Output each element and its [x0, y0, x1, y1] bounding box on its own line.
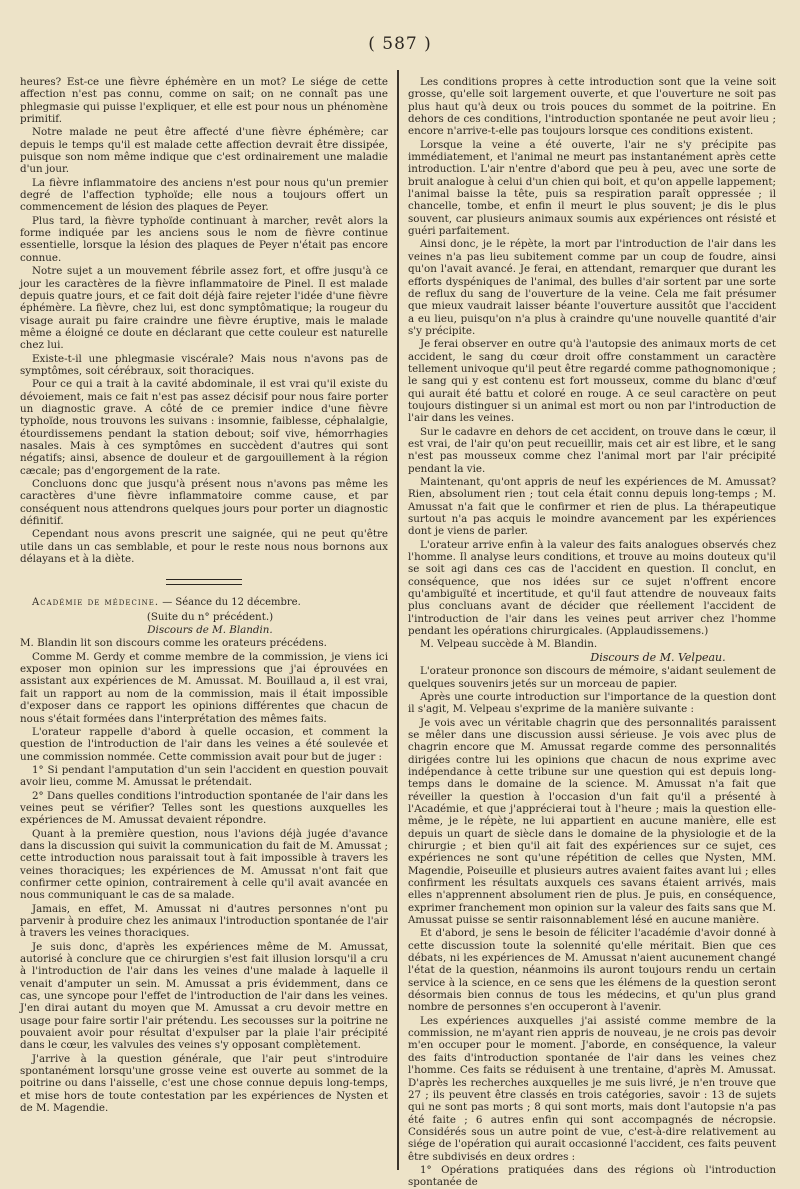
discours-velpeau-title: Discours de M. Velpeau.: [590, 650, 726, 664]
paragraph: M. Blandin lit son discours comme les orateurs précédens.: [20, 637, 327, 650]
paragraph: Ainsi donc, je le répète, la mort par l'introduction de l'air dans les veines n'a pas lieu subitement comme par un coup de foudre, ainsi qu'on l'avait avancé. Je ferai, en attendant, remarquer que durant les efforts dyspéniques de l'animal, des bulles d'air sortent par une sorte de reflux du sang de l'ouverture de la veine. Cela me fait présumer que mieux vaudrait laisser béante l'ouverture aussitôt que l'accident a eu lieu, puisqu'on n'a plus à craindre qu'une nouvelle quantité d'air s'y précipite.: [408, 238, 776, 337]
page-number: ( 587 ): [368, 34, 432, 54]
paragraph: 1° Opérations pratiquées dans des régions où l'introduction spontanée de: [408, 1163, 776, 1189]
left-paragraphs-before: [20, 76, 388, 565]
paragraph: Existe-t-il une phlegmasie viscérale? Mais nous n'avons pas de symptômes, soit cérébraux, soit thoraciques.: [20, 352, 388, 377]
paragraph: Sur le cadavre en dehors de cet accident, on trouve dans le cœur, il est vrai, de l'air qu'on peut recueillir, mais cet air est libre, et le sang n'est pas mousseux comme chez l'animal mort par l'air précipité pendant la vie.: [408, 425, 776, 475]
paragraph: Cependant nous avons prescrit une saignée, qui ne peut qu'être utile dans un cas semblable, et pour le reste nous nous bornons aux délayans et à la diète.: [20, 528, 388, 566]
paragraph: M. Velpeau succède à M. Blandin.: [420, 638, 598, 651]
paragraph: Jamais, en effet, M. Amussat ni d'autres personnes n'ont pu parvenir à produire chez les animaux l'introduction spontanée de l'air à travers les veines thoraciques.: [20, 902, 388, 940]
paragraph: 2° Dans quelles conditions l'introduction spontanée de l'air dans les veines peut se vérifier? Telles sont les questions auxquelles les expériences de M. Amussat devaient répondre.: [20, 789, 388, 827]
paragraph: Concluons donc que jusqu'à présent nous n'avons pas même les caractères d'une fièvre inflammatoire comme cause, et par conséquent nous attendrons quelques jours pour porter un diagnostic définitif.: [20, 478, 388, 528]
left-paragraphs-after: [20, 637, 388, 1114]
paragraph: Je vois avec un véritable chagrin que des personnalités paraissent se mêler dans une discussion aussi sérieuse. Je vois avec plus de chagrin encore que M. Amussat regarde comme des personnalités dirigées contre lui les opinions que chacun de nous exprime avec indépendance à cette tribune sur une question qui est depuis long-temps dans le domaine de la science. M. Amussat n'a fait que réveiller la question à l'occasion d'un fait qu'il a présenté à l'Académie, et que j'apprécierai tout à l'heure ; mais la question elle-même, je le répète, ne lui appartient en aucune manière, elle est depuis un quart de siècle dans le domaine de la physiologie et de la chirurgie ; et bien qu'il ait fait des expériences sur ce sujet, ces expériences ne sont qu'une répétition de celles que Nysten, MM. Magendie, Poiseuille et plusieurs autres avaient faites avant lui ; elles confirment les résultats auxquels ces savans étaient arrivés, mais elles n'apprennent absolument rien de plus. Je puis, en conséquence, exprimer franchement mon opinion sur la valeur des faits sans que M. Amussat puisse se sentir raisonnablement lésé en aucune manière.: [408, 716, 776, 927]
paragraph: Les expériences auxquelles j'ai assisté comme membre de la commission, ne m'ayant rien appris de nouveau, je ne crois pas devoir m'en occuper pour le moment. J'aborde, en conséquence, la valeur des faits d'introduction spontanée de l'air dans les veines chez l'homme. Ces faits se réduisent à une trentaine, d'après M. Amussat. D'après les recherches auxquelles je me suis livré, je n'en trouve que 27 ; ils peuvent être classés en trois catégories, savoir : 13 de sujets qui ne sont pas morts ; 8 qui sont morts, mais dont l'autopsie n'a pas été faite ; 6 autres enfin qui sont accompagnés de nécropsie. Considérés sous un autre point de vue, c'est-à-dire relativement au siége de l'opération qui aurait occasionné l'accident, ces faits peuvent être subdivisés en deux ordres :: [408, 1014, 776, 1163]
left-column: [20, 76, 388, 1166]
right-column: [408, 76, 776, 1189]
academy-name: Académie de médecine.: [32, 597, 160, 609]
paragraph: Je ferai observer en outre qu'à l'autopsie des animaux morts de cet accident, le sang du cœur droit offre constamment un caractère tellement univoque qu'il peut être regardé comme pathognomonique ; le sang qui y est contenu est fort mousseux, comme du blanc d'œuf qui aurait été battu et coloré en rouge. A ce seul caractère on peut toujours distinguer si un animal est mort ou non par l'introduction de l'air dans les veines.: [408, 338, 776, 425]
section-separator: [166, 579, 242, 585]
paragraph: Lorsque la veine a été ouverte, l'air ne s'y précipite pas immédiatement, et l'animal ne meurt pas instantanément après cette introduction. L'air n'entre d'abord que peu à peu, avec une sorte de bruit analogue à celui d'un chien qui boit, et qu'on appelle lappement; l'animal baisse la tête, puis sa respiration paraît oppressée ; il chancelle, tombe, et enfin il meurt le plus souvent; je dis le plus souvent, car plusieurs animaux soumis aux expériences ont résisté et guéri parfaitement.: [408, 138, 776, 238]
paragraph: Notre malade ne peut être affecté d'une fièvre éphémère; car depuis le temps qu'il est malade cette affection devrait être dissipée, puisque son nom même indique que c'est ordinairement une maladie d'un jour.: [20, 126, 388, 176]
paragraph: J'arrive à la question générale, que l'air peut s'introduire spontanément lorsqu'une grosse veine est ouverte au sommet de la poitrine ou dans l'aisselle, c'est une chose connue depuis long-temps, et mise hors de toute contestation par les expériences de Nysten et de M. Magendie.: [20, 1052, 388, 1115]
paragraph: Après une courte introduction sur l'importance de la question dont il s'agit, M. Velpeau s'exprime de la manière suivante :: [408, 690, 776, 716]
paragraph: Comme M. Gerdy et comme membre de la commission, je viens ici exposer mon opinion sur les impressions que j'ai éprouvées en assistant aux expériences de M. Amussat. M. Bouillaud a, il est vrai, fait un rapport au nom de la commission, mais il était impossible d'exposer dans ce rapport les opinions différentes que chacun de nous s'était formées dans l'interprétation des mêmes faits.: [20, 650, 388, 725]
academy-session: — Séance du 12 décembre.: [162, 597, 301, 609]
paragraph: Je suis donc, d'après les expériences même de M. Amussat, autorisé à conclure que ce chirurgien s'est fait illusion lorsqu'il a cru à l'introduction de l'air dans les veines d'une malade à laquelle il venait d'amputer un sein. M. Amussat a pris évidemment, dans ce cas, une syncope pour l'effet de l'introduction de l'air dans les veines. J'en dirai autant du moyen que M. Amussat a cru devoir mettre en usage pour faire sortir l'air prétendu. Les secousses sur la poitrine ne pouvaient avoir pour résultat d'expulser par la plaie l'air précipité dans le cœur, les valvules des veines s'y opposant complètement.: [20, 940, 388, 1052]
paragraph: Pour ce qui a trait à la cavité abdominale, il est vrai qu'il existe du dévoiement, mais ce fait n'est pas assez décisif pour nous faire porter un diagnostic grave. A côté de ce premier indice d'une fièvre typhoïde, nous trouvons les suivans : insomnie, faiblesse, céphalalgie, étourdissemens pendant la station debout; soif vive, hémorrhagies nasales. Mais à ces symptômes en succèdent d'autres qui sont négatifs; ainsi, absence de douleur et de gargouillement à la région cæcale; pas d'engorgement de la rate.: [20, 378, 388, 477]
paragraph: L'orateur rappelle d'abord à quelle occasion, et comment la question de l'introduction de l'air dans les veines a été soulevée et une commission nommée. Cette commission avait pour but de juger :: [20, 725, 388, 763]
paragraph: L'orateur arrive enfin à la valeur des faits analogues observés chez l'homme. Il analyse leurs conditions, et trouve au moins douteux qu'il se soit agi dans ces cas de l'accident en question. Il conclut, en conséquence, que nos idées sur ce sujet n'offrent encore qu'ambiguïté et incertitude, et qu'il faut attendre de nouveaux faits plus concluans avant de décider que réellement l'accident de l'introduction de l'air dans les veines peut arriver chez l'homme pendant les opérations chirurgicales. (Applaudissemens.): [408, 538, 776, 638]
paragraph: heures? Est-ce une fièvre éphémère en un mot? Le siége de cette affection n'est pas connu, comme on sait; on ne connaît pas une phlegmasie qui puisse l'expliquer, et elle est pour nous un phénomène primitif.: [20, 76, 388, 126]
paragraph: Quant à la première question, nous l'avions déjà jugée d'avance dans la discussion qui suivit la communication du fait de M. Amussat ; cette introduction nous paraissait tout à fait impossible à travers les veines thoraciques; les expériences de M. Amussat n'ont fait que confirmer cette opinion, contrairement à celle qu'il avait avancée en nous communiquant le cas de sa malade.: [20, 827, 388, 902]
paragraph: L'orateur prononce son discours de mémoire, s'aidant seulement de quelques souvenirs jetés sur un morceau de papier.: [408, 665, 776, 690]
right-paragraphs-after: [408, 665, 776, 1188]
suite-note: (Suite du n° précédent.): [146, 610, 274, 623]
right-paragraphs-before: [408, 76, 776, 651]
discours-blandin-title: Discours de M. Blandin.: [147, 624, 273, 637]
paragraph: Et d'abord, je sens le besoin de féliciter l'académie d'avoir donné à cette discussion toute la solennité qu'elle méritait. Bien que ces débats, ni les expériences de M. Amussat n'aient aucunement changé l'état de la question, néanmoins ils auront toujours rendu un certain service à la science, en ce sens que les élémens de la question seront désormais bien connus de tous les médecins, et qu'un plus grand nombre de personnes s'en occuperont à l'avenir.: [408, 927, 776, 1014]
paragraph: 1° Si pendant l'amputation d'un sein l'accident en question pouvait avoir lieu, comme M. Amussat le prétendait.: [20, 763, 388, 789]
paragraph: Les conditions propres à cette introduction sont que la veine soit grosse, qu'elle soit largement ouverte, et que l'ouverture ne soit pas plus haut qu'à deux ou trois pouces du sommet de la poitrine. En dehors de ces conditions, l'introduction spontanée ne peut avoir lieu ; encore n'arrive-t-elle pas toujours lorsque ces conditions existent.: [408, 76, 776, 138]
paragraph: Maintenant, qu'ont appris de neuf les expériences de M. Amussat? Rien, absolument rien ; tout cela était connu depuis long-temps ; M. Amussat n'a fait que le confirmer et rien de plus. La thérapeutique surtout n'a pas acquis le moindre avancement par les expériences dont je viens de parler.: [408, 476, 776, 538]
paragraph: Notre sujet a un mouvement fébrile assez fort, et offre jusqu'à ce jour les caractères de la fièvre inflammatoire de Pinel. Il est malade depuis quatre jours, et ce fait doit déjà faire rejeter l'idée d'une fièvre éphémère. La fièvre, chez lui, est donc symptômatique; la rougeur du visage aurait pu faire craindre une fièvre éruptive, mais le malade même a éloigné ce doute en déclarant que cette couleur est naturelle chez lui.: [20, 265, 388, 352]
paragraph: La fièvre inflammatoire des anciens n'est pour nous qu'un premier degré de l'affection typhoïde; elle nous a toujours offert un commencement de lésion des plaques de Peyer.: [20, 176, 388, 214]
column-divider: [397, 70, 399, 1170]
academy-heading: [20, 597, 388, 609]
paragraph: Plus tard, la fièvre typhoïde continuant à marcher, revêt alors la forme indiquée par les anciens sous le nom de fièvre continue essentielle, lorsque la lésion des plaques de Peyer n'était pas encore connue.: [20, 214, 388, 264]
